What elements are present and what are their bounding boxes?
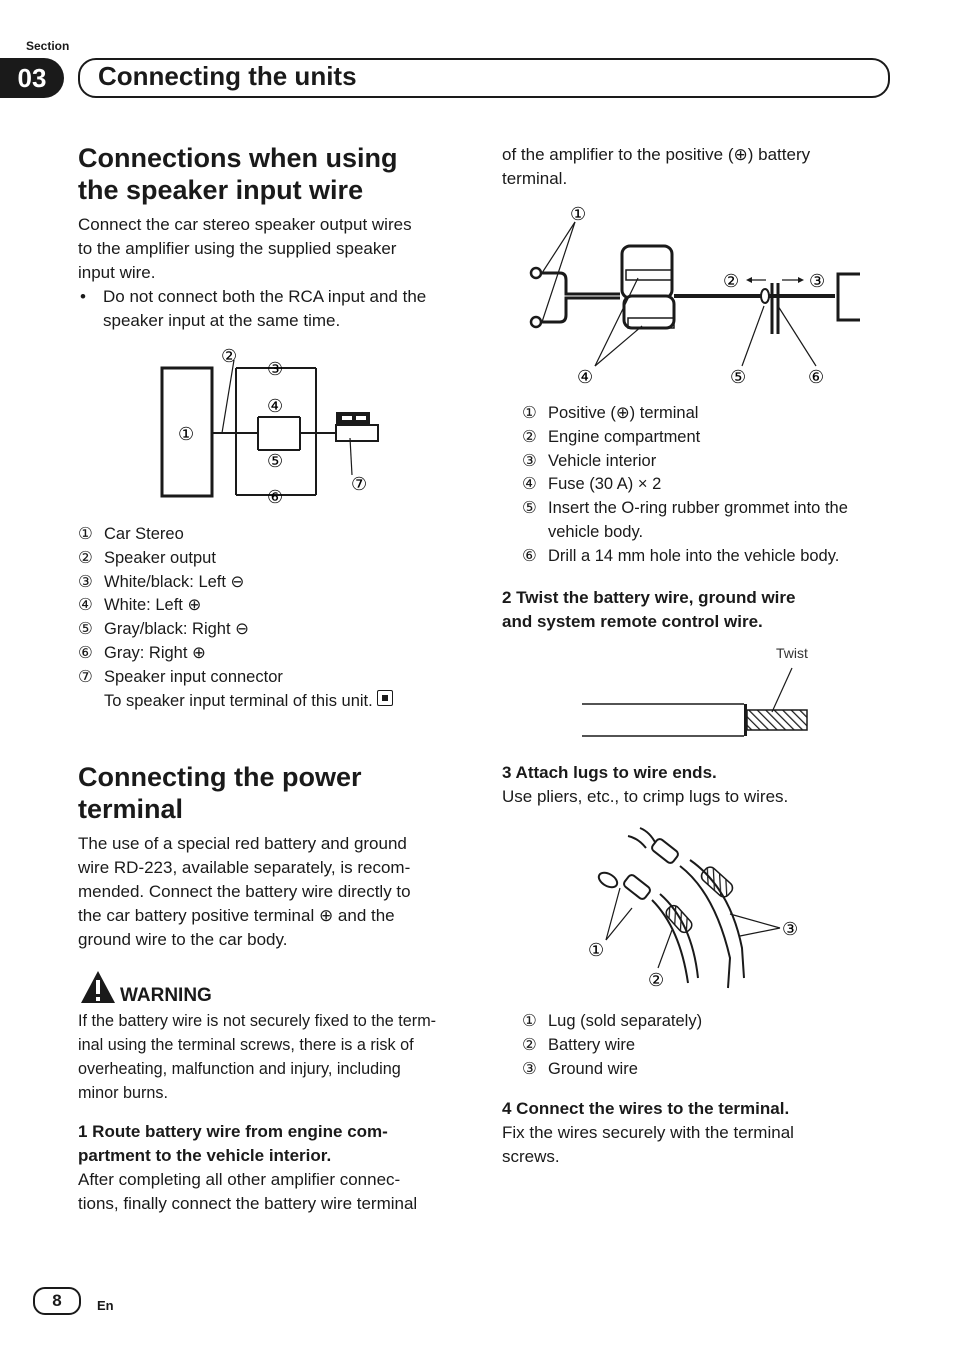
twist-diagram: [576, 640, 826, 745]
text-line: of the amplifier to the positive (⊕) battery: [502, 145, 811, 164]
power-heading-line1: Connecting the power: [78, 762, 362, 792]
step1-title: [78, 1120, 388, 1168]
lugs-legend: [522, 1010, 702, 1081]
legend-item: ② Engine compartment: [522, 427, 701, 446]
speaker-heading: [78, 142, 398, 206]
text-line: minor burns.: [78, 1084, 168, 1102]
text-line: the car battery positive terminal ⊕ and the: [78, 906, 395, 925]
power-heading-line2: terminal: [78, 794, 184, 824]
continued-text: [502, 143, 810, 191]
diagram-callout: ②: [723, 271, 740, 291]
text-line: inal using the terminal screws, there is a risk of: [78, 1036, 414, 1054]
text-line: overheating, malfunction and injury, including: [78, 1060, 401, 1078]
legend-subline: vehicle body.: [548, 522, 644, 541]
legend-item: ⑤ Insert the O-ring rubber grommet into the: [522, 499, 848, 518]
text-line: screws.: [502, 1147, 560, 1166]
text-line: If the battery wire is not securely fixed to the term-: [78, 1012, 437, 1030]
diagram-callout: ④: [267, 396, 284, 416]
twist-label: Twist: [776, 645, 808, 661]
text-line: to the amplifier using the supplied speaker: [78, 239, 397, 258]
legend-item: ② Battery wire: [522, 1035, 636, 1054]
fuse-holder-icon: [622, 246, 672, 298]
legend-item: ② Speaker output: [78, 548, 216, 567]
text-line: partment to the vehicle interior.: [78, 1146, 332, 1165]
legend-item: ⑥ Gray: Right ⊕: [78, 643, 206, 662]
diagram-callout: ⑤: [730, 367, 747, 387]
legend-item: ③ White/black: Left ⊖: [78, 572, 245, 591]
legend-item: ④ White: Left ⊕: [78, 596, 202, 615]
legend-subline: To speaker input terminal of this unit.: [78, 690, 393, 714]
legend-item: ③ Ground wire: [522, 1059, 638, 1078]
text-line: tions, finally connect the battery wire terminal: [78, 1194, 418, 1213]
diagram-callout: ②: [648, 970, 665, 990]
lugs-diagram: [580, 818, 810, 998]
text-line: speaker input at the same time.: [103, 311, 341, 330]
step1-text: [78, 1168, 417, 1216]
legend-item: ③ Vehicle interior: [522, 451, 657, 470]
text-line: and system remote control wire.: [502, 612, 763, 631]
diagram-callout: ①: [570, 204, 587, 224]
warning-title: WARNING: [120, 985, 212, 1006]
section-number: 03: [0, 58, 64, 98]
legend-item: ① Positive (⊕) terminal: [522, 404, 699, 422]
speaker-input-connector: [336, 425, 378, 441]
legend-item: ⑥ Drill a 14 mm hole into the vehicle body.: [522, 546, 840, 565]
bullet-mark: •: [80, 287, 86, 306]
step4-title: 4 Connect the wires to the terminal.: [502, 1099, 790, 1118]
lug-icon: [650, 837, 679, 864]
text-line: Connect the car stereo speaker output wires: [78, 215, 412, 234]
diagram-callout: ②: [221, 346, 238, 366]
diagram-callout: ⑦: [351, 474, 368, 494]
legend-item: ④ Fuse (30 A) × 2: [522, 475, 662, 494]
text-line: Fix the wires securely with the terminal: [502, 1123, 794, 1142]
speaker-bullet: [103, 285, 426, 333]
text-line: The use of a special red battery and ground: [78, 834, 407, 853]
diagram-callout: ⑥: [808, 367, 825, 387]
legend-item: ⑦ Speaker input connector: [78, 667, 283, 686]
battery-wiring-diagram: [520, 198, 880, 393]
end-of-section-icon: [377, 690, 393, 706]
text-line: ground wire to the car body.: [78, 930, 288, 949]
language-label: En: [97, 1298, 114, 1313]
speaker-legend: [78, 523, 393, 713]
legend-item: ① Car Stereo: [78, 525, 184, 543]
step4-text: [502, 1121, 794, 1169]
text-line: mended. Connect the battery wire directly to: [78, 882, 411, 901]
diagram-callout: ③: [809, 271, 826, 291]
diagram-callout: ①: [588, 940, 605, 960]
diagram-callout: ③: [267, 359, 284, 379]
diagram-callout: ⑥: [267, 487, 284, 507]
diagram-callout: ①: [178, 424, 195, 444]
legend-item: ⑤ Gray/black: Right ⊖: [78, 620, 249, 639]
warning-icon: [80, 970, 116, 1004]
power-heading: [78, 761, 362, 825]
battery-legend: [522, 402, 848, 569]
section-label: Section: [26, 39, 70, 53]
power-intro: [78, 832, 411, 952]
text-line: 1 Route battery wire from engine com-: [78, 1122, 388, 1141]
step3-text: Use pliers, etc., to crimp lugs to wires.: [502, 787, 789, 806]
fuse-holder-icon: [624, 296, 674, 328]
page-number: 8: [33, 1287, 81, 1315]
speaker-wiring-diagram: [150, 340, 390, 510]
speaker-intro: [78, 213, 412, 285]
text-line: After completing all other amplifier connec-: [78, 1170, 401, 1189]
text-line: Do not connect both the RCA input and the: [103, 287, 427, 306]
text-line: 2 Twist the battery wire, ground wire: [502, 588, 796, 607]
legend-item: ① Lug (sold separately): [522, 1012, 703, 1030]
speaker-heading-line1: Connections when using: [78, 143, 398, 173]
warning-text: [78, 1009, 468, 1105]
text-line: wire RD-223, available separately, is recom-: [78, 858, 411, 877]
step3-title: 3 Attach lugs to wire ends.: [502, 763, 717, 782]
text-line: input wire.: [78, 263, 156, 282]
step2-title: [502, 586, 795, 634]
diagram-callout: ③: [782, 919, 799, 939]
text-line: terminal.: [502, 169, 568, 188]
lug-icon: [622, 873, 651, 900]
diagram-callout: ⑤: [267, 451, 284, 471]
diagram-callout: ④: [577, 367, 594, 387]
twisted-wire-end: [747, 710, 807, 730]
speaker-heading-line2: the speaker input wire: [78, 175, 364, 205]
section-title: Connecting the units: [98, 61, 357, 91]
